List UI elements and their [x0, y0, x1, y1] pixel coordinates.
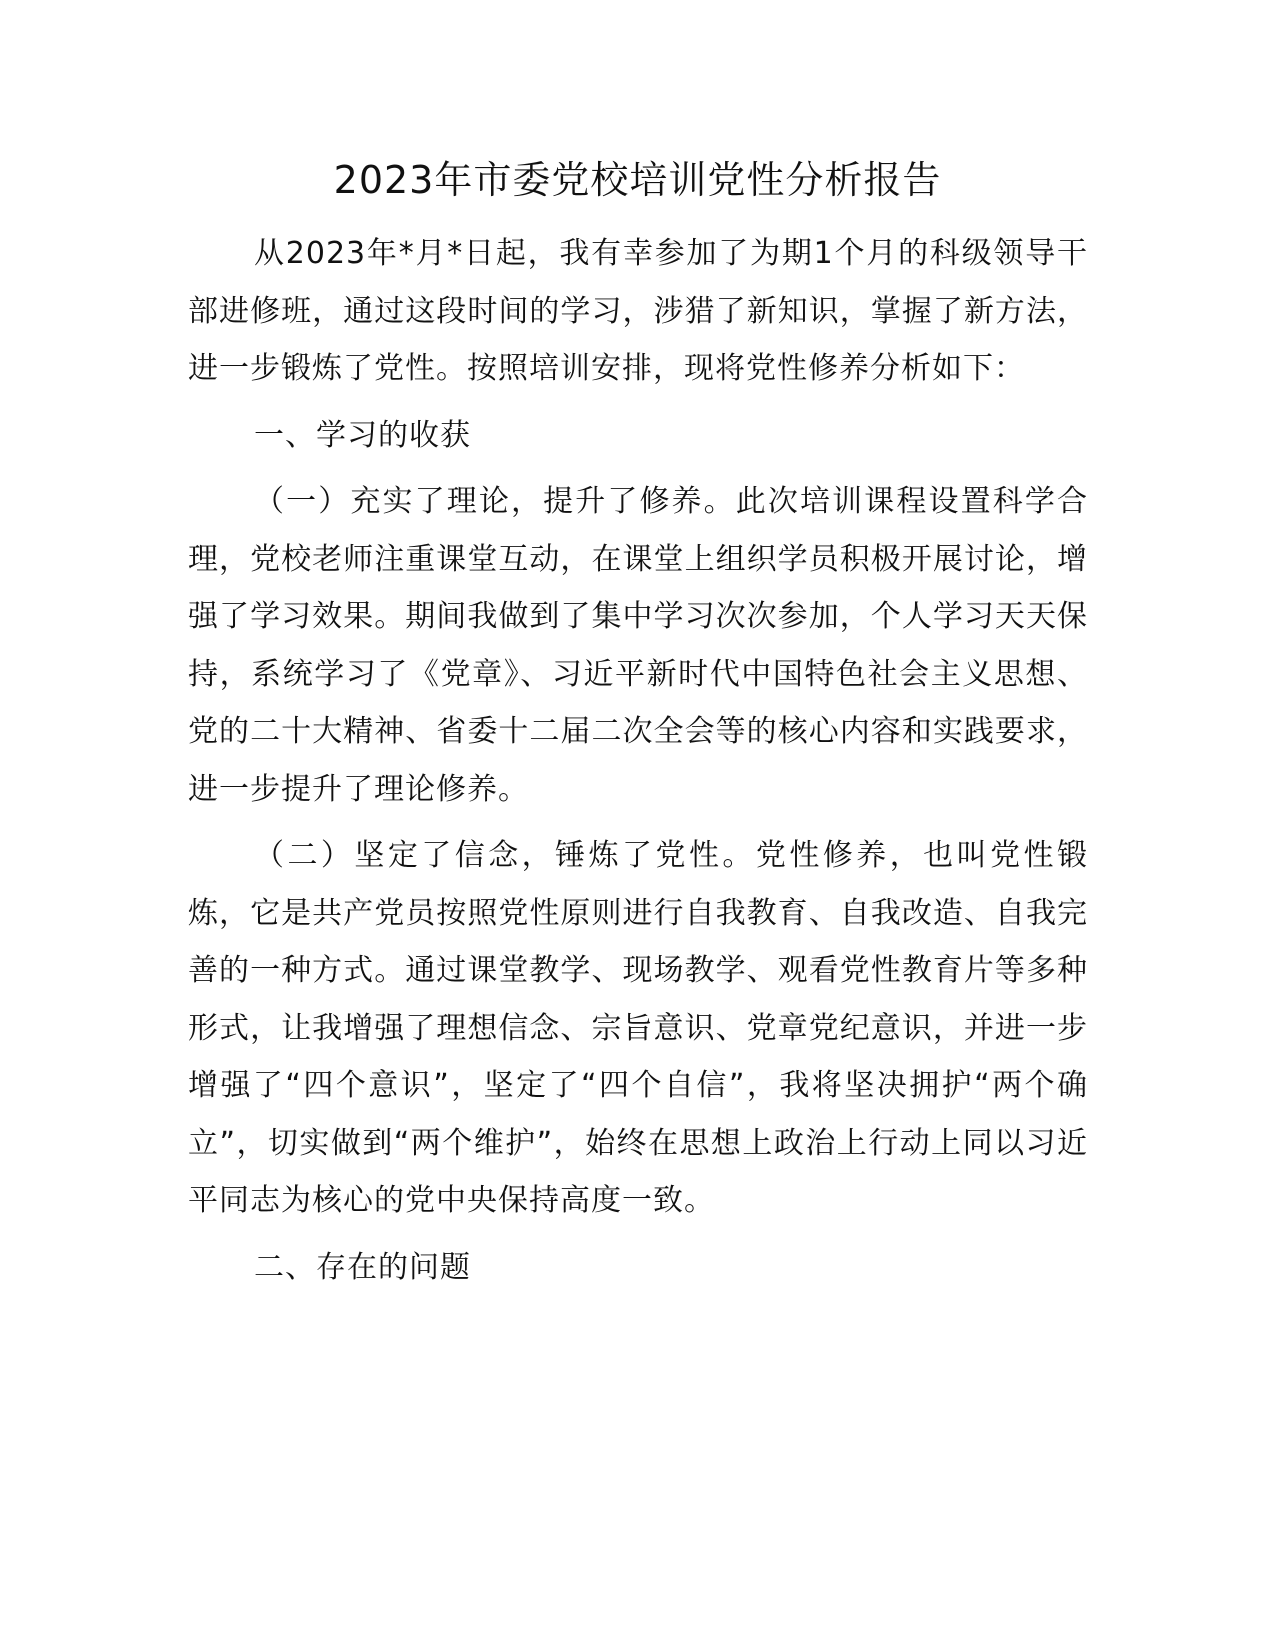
section-heading-gains: 一、学习的收获 — [254, 417, 471, 453]
gains-paragraph-1: （一）充实了理论，提升了修养。此次培训课程设置科学合理，党校老师注重课堂互动，在课堂上组织学员积极开展讨论，增强了学习效果。期间我做到了集中学习次次参加，个人学习天天保持，系统学习了《党章》、习近平新时代中国特色社会主义思想、党的二十大精神、省委十二届二次全会等的核心内容和实践要求，进一步提升了理论修养。 — [188, 484, 1088, 807]
gains-paragraph-2: （二）坚定了信念，锤炼了党性。党性修养，也叫党性锻炼，它是共产党员按照党性原则进行自我教育、自我改造、自我完善的一种方式。通过课堂教学、现场教学、观看党性教育片等多种形式，让我增强了理想信念、宗旨意识、党章党纪意识，并进一步增强了“四个意识”，坚定了“四个自信”，我将坚决拥护“两个确立”，切实做到“两个维护”，始终在思想上政治上行动上同以习近平同志为核心的党中央保持高度一致。 — [188, 838, 1088, 1218]
intro-paragraph: 从2023年*月*日起，我有幸参加了为期1个月的科级领导干部进修班，通过这段时间的学习，涉猎了新知识，掌握了新方法，进一步锻炼了党性。按照培训安排，现将党性修养分析如下： — [188, 236, 1088, 386]
section-heading-problems: 二、存在的问题 — [254, 1249, 471, 1285]
document-title: 2023年市委党校培训党性分析报告 — [333, 158, 942, 202]
document-body — [188, 225, 1088, 1305]
